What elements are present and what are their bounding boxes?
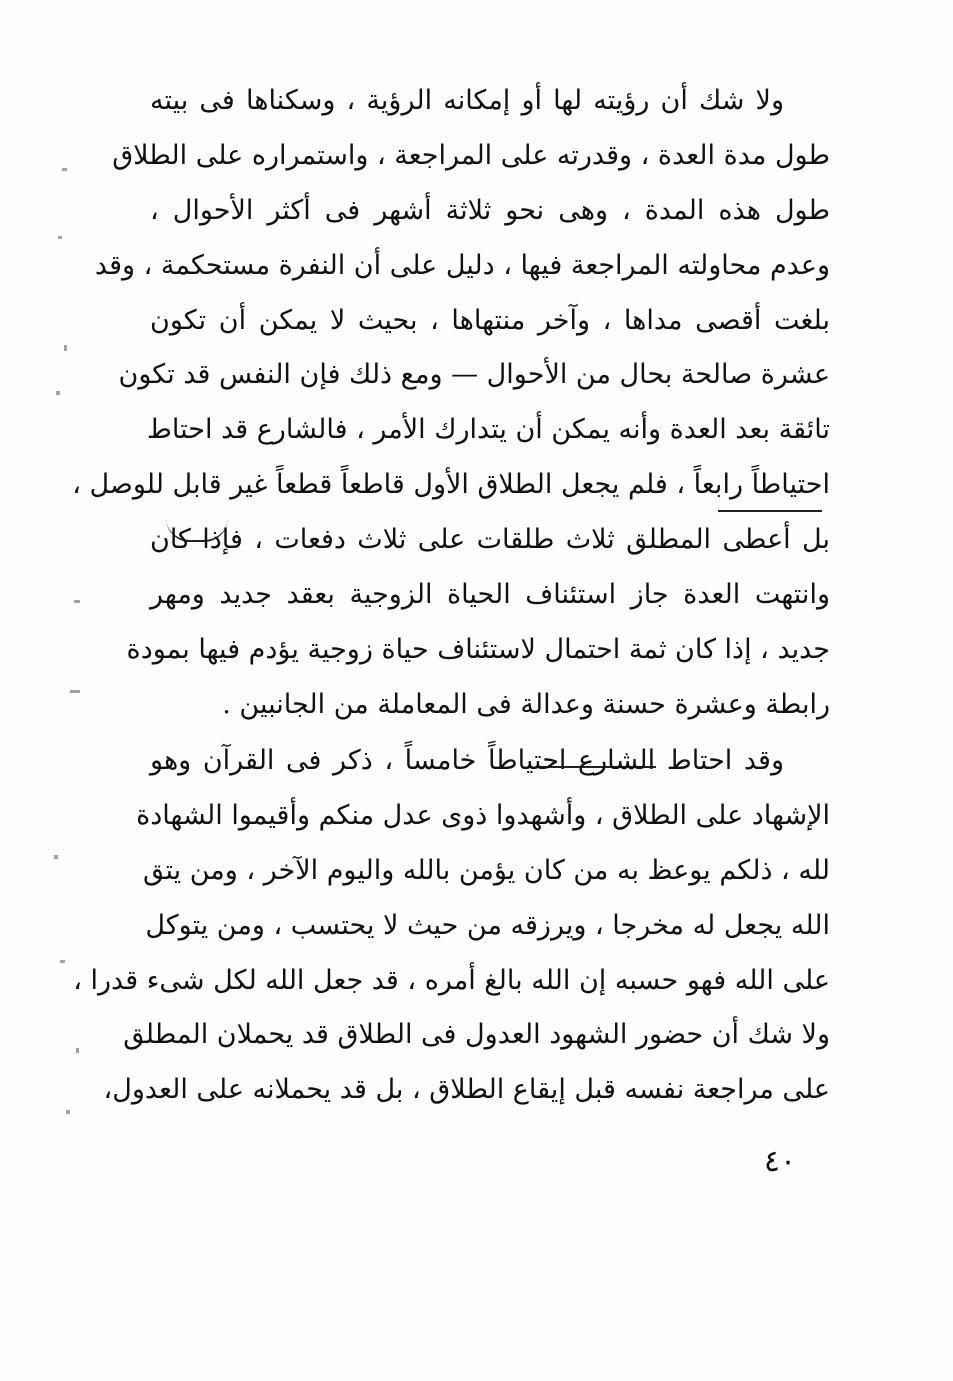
page-number: ٤٠: [763, 1144, 797, 1179]
text-line: ولا شك أن حضور الشهود العدول فى الطلاق قد يحملان المطلق: [123, 1019, 830, 1051]
scan-speck: [70, 690, 80, 693]
text-line: بلغت أقصى مداها ، وآخر منتهاها ، بحيث لا يمكن أن تكون: [150, 304, 830, 336]
text-line: بل أعطى المطلق ثلاث طلقات على ثلاث دفعات ، فإذا كان: [150, 524, 830, 556]
text-line: لله ، ذلكم يوعظ به من كان يؤمن بالله واليوم الآخر ، ومن يتق: [142, 854, 830, 886]
paragraph-1: [72, 74, 830, 733]
scan-speck: [74, 600, 80, 603]
text-line: رابطة وعشرة حسنة وعدالة فى المعاملة من الجانبين .: [222, 688, 830, 720]
paragraph-2: [73, 734, 830, 1118]
scan-speck: [56, 391, 60, 395]
text-line: طول مدة العدة ، وقدرته على المراجعة ، واستمراره على الطلاق: [112, 139, 830, 171]
scan-speck: [60, 960, 65, 963]
text-line: ولا شك أن رؤيته لها أو إمكانه الرؤية ، وسكناها فى بيته: [150, 85, 784, 116]
scan-speck: [54, 855, 58, 859]
text-line: طول هذه المدة ، وهى نحو ثلاثة أشهر فى أكثر الأحوال ،: [150, 194, 830, 226]
text-line: وقد احتاط الشارع احتياطاً خامساً ، ذكر فى القرآن وهو: [150, 745, 784, 776]
scan-speck: [62, 168, 67, 171]
scan-speck: [66, 1110, 70, 1114]
text-line: وانتهت العدة جاز استئناف الحياة الزوجية بعقد جديد ومهر: [150, 579, 830, 611]
text-line: على الله فهو حسبه إن الله بالغ أمره ، قد جعل الله لكل شىء قدرا ،: [73, 964, 830, 996]
text-line: احتياطاً رابعاً ، فلم يجعل الطلاق الأول قاطعاً قطعاً غير قابل للوصل ،: [72, 469, 830, 501]
scan-speck: [64, 345, 67, 351]
text-line: عشرة صالحة بحال من الأحوال — ومع ذلك فإن النفس قد تكون: [118, 359, 830, 391]
text-line: جديد ، إذا كان ثمة احتمال لاستئناف حياة زوجية يؤدم فيها بمودة: [126, 633, 830, 665]
scan-speck: [76, 1048, 79, 1053]
text-line: على مراجعة نفسه قبل إيقاع الطلاق ، بل قد يحملانه على العدول،: [103, 1074, 830, 1106]
text-line: الله يجعل له مخرجا ، ويرزقه من حيث لا يحتسب ، ومن يتوكل: [145, 909, 830, 941]
text-line: تائقة بعد العدة وأنه يمكن أن يتدارك الأمر ، فالشارع قد احتاط: [146, 414, 830, 446]
text-line: وعدم محاولته المراجعة فيها ، دليل على أن النفرة مستحكمة ، وقد: [94, 249, 830, 281]
text-line: الإشهاد على الطلاق ، وأشهدوا ذوى عدل منكم وأقيموا الشهادة: [136, 799, 830, 831]
scan-speck: [58, 236, 62, 239]
